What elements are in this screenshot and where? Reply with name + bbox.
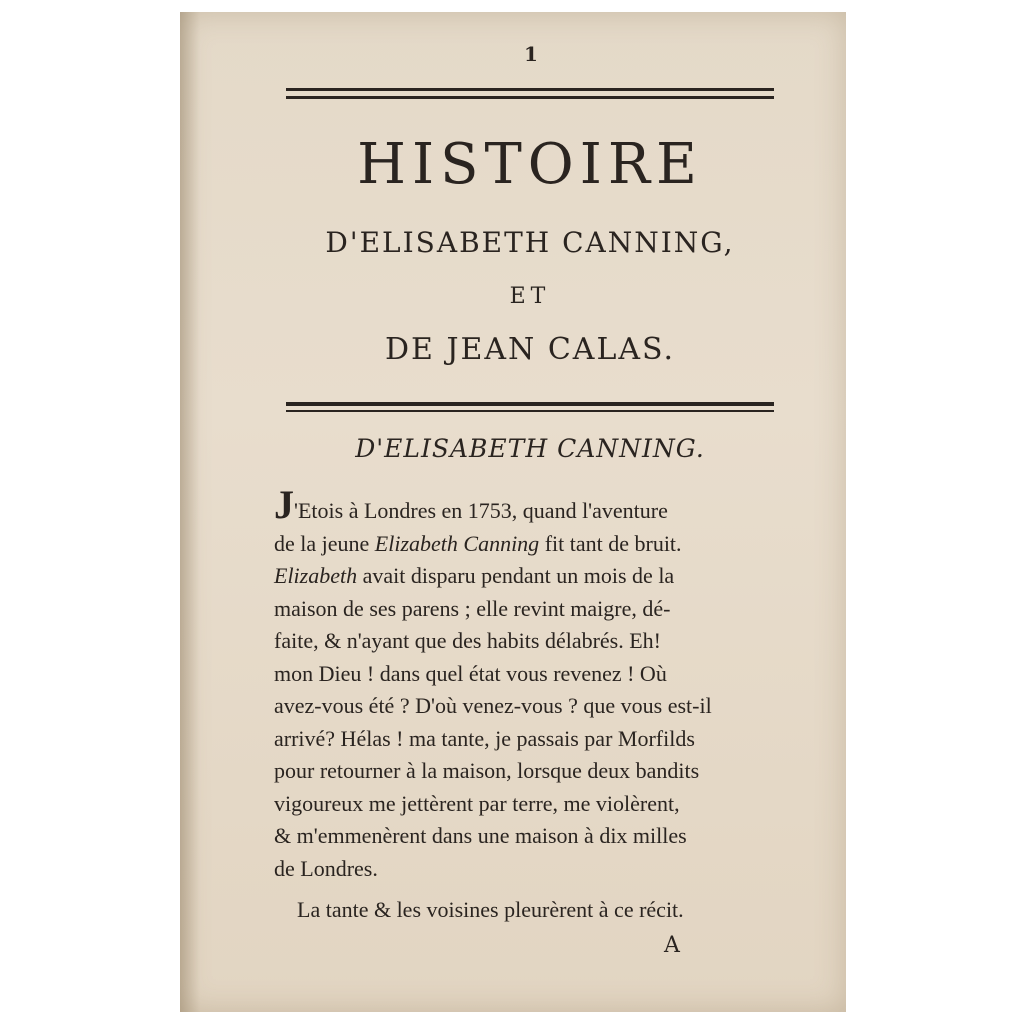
drop-cap: J: [274, 482, 294, 527]
italic-name: Elizabeth Canning: [374, 530, 540, 556]
text-line: [274, 482, 794, 528]
bottom-rule: [286, 402, 774, 412]
text-fragment: avait disparu pendant un mois de la: [357, 563, 675, 588]
text-line: vigoureux me jettèrent par terre, me violèrent,: [274, 790, 680, 816]
text-line-content: 'Etois à Londres en 1753, quand l'aventure: [294, 498, 668, 523]
text-line: & m'emmenèrent dans une maison à dix milles: [274, 823, 687, 848]
signature-mark: A: [664, 933, 680, 958]
title-et: ET: [509, 284, 551, 309]
book-page: [180, 12, 846, 1012]
title-jean-calas: DE JEAN CALAS.: [384, 332, 676, 367]
title-elisabeth-canning: D'ELISABETH CANNING,: [325, 226, 735, 259]
paragraph-2-start: La tante & les voisines pleurèrent à ce récit.: [297, 897, 684, 922]
text-line: [274, 560, 794, 593]
text-line: pour retourner à la maison, lorsque deux bandits: [274, 758, 700, 783]
section-heading: D'ELISABETH CANNING.: [355, 434, 705, 463]
text-line: arrivé? Hélas ! ma tante, je passais par Morfilds: [274, 725, 695, 751]
text-line: avez-vous été ? D'où venez-vous ? que vous est-il: [274, 693, 712, 718]
paragraph-1: [274, 482, 794, 885]
italic-name: Elizabeth: [274, 563, 358, 588]
text-line: mon Dieu ! dans quel état vous revenez ! Où: [274, 660, 667, 686]
page-number: 1: [524, 42, 538, 66]
top-rule: [286, 88, 774, 99]
text-line: faite, & n'ayant que des habits délabrés. Eh!: [274, 628, 661, 653]
text-fragment: de la jeune: [274, 530, 375, 556]
text-fragment: fit tant de bruit.: [539, 530, 682, 556]
text-line: [274, 528, 794, 561]
text-line: de Londres.: [274, 855, 378, 881]
title-histoire: HISTOIRE: [357, 132, 703, 197]
text-line: maison de ses parens ; elle revint maigre, dé-: [274, 595, 671, 621]
